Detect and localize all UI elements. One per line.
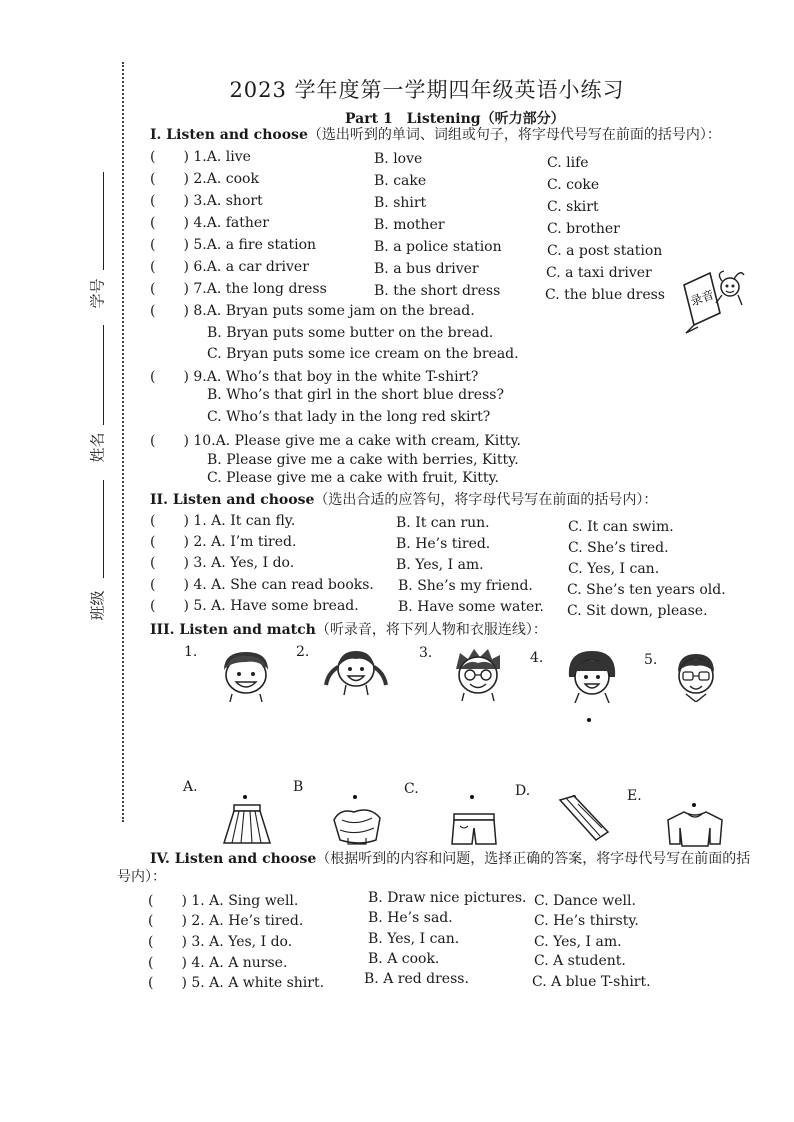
trousers-illustration [556,794,612,846]
s2-q2-option-a: ( ) 2. A. I’m tired. [150,534,297,550]
section-3-instruction: （听录音，将下列人物和衣服连线）： [315,622,547,638]
q4-option-b: B. mother [374,217,445,233]
section-3-heading [150,619,547,639]
s2-q4-option-c: C. She’s ten years old. [567,582,726,598]
q5-option-c: C. a post station [547,243,663,259]
q7-option-c: C. the blue dress [545,287,665,303]
section-3-title: III. Listen and match [150,622,316,638]
q1-option-b: B. love [374,151,423,167]
s4-q3-option-c: C. Yes, I am. [534,934,622,950]
q9-option-b: B. Who’s that girl in the short blue dress? [207,387,504,403]
s2-q3-option-a: ( ) 3. A. Yes, I do. [150,555,295,571]
section-2-instruction: （选出合适的应答句，将字母代号写在前面的括号内）： [314,492,658,508]
name-label: 姓名 [88,432,107,463]
s4-q2-option-a: ( ) 2. A. He’s tired. [148,913,304,929]
binding-dotted-line [122,62,124,822]
s2-q3-option-c: C. Yes, I can. [568,561,660,577]
q2-option-c: C. coke [547,177,600,193]
folded-sweater-illustration [330,806,384,850]
q9-option-c: C. Who’s that lady in the long red skirt? [207,409,491,425]
section-1-heading [150,124,721,144]
section-4-instruction-cont: 号内）： [117,869,166,885]
girl-short-hair-illustration [563,647,621,707]
student-id-line [103,172,104,270]
name-line [103,325,104,425]
q9-option-a: ( ) 9.A. Who’s that boy in the white T-shirt? [150,369,479,385]
q8-option-c: C. Bryan puts some ice cream on the bread. [207,346,519,362]
q10-option-c: C. Please give me a cake with fruit, Kitty. [207,470,499,486]
s4-q1-option-a: ( ) 1. A. Sing well. [148,893,299,909]
section-4-title: IV. Listen and choose [150,851,317,867]
q5-option-b: B. a police station [374,239,502,255]
section-4-heading [150,848,750,868]
s4-q4-option-a: ( ) 4. A. A nurse. [148,955,288,971]
s2-q1-option-c: C. It can swim. [568,519,674,535]
stamp-text: 录音 [688,287,716,309]
person-4-number: 4. [530,650,544,666]
s2-q2-option-b: B. He’s tired. [396,536,491,552]
q4-option-a: ( ) 4.A. father [150,215,269,231]
q3-option-a: ( ) 3.A. short [150,193,263,209]
clothes-b-letter: B [293,779,304,795]
s2-q1-option-b: B. It can run. [396,515,490,531]
section-1-title: I. Listen and choose [150,127,308,143]
s2-q2-option-c: C. She’s tired. [568,540,669,556]
class-line [103,480,104,578]
shorts-illustration [450,812,498,852]
section-2-title: II. Listen and choose [150,492,315,508]
q2-option-a: ( ) 2.A. cook [150,171,259,187]
s2-q4-option-b: B. She’s my friend. [398,578,533,594]
q5-option-a: ( ) 5.A. a fire station [150,237,317,253]
q6-option-b: B. a bus driver [374,261,479,277]
match-dot-clothes-b [353,795,357,799]
s2-q4-option-a: ( ) 4. A. She can read books. [150,577,374,593]
s4-q1-option-b: B. Draw nice pictures. [368,890,527,906]
s4-q5-option-a: ( ) 5. A. A white shirt. [148,975,325,991]
q8-option-a: ( ) 8.A. Bryan puts some jam on the bread. [150,303,475,319]
q10-option-b: B. Please give me a cake with berries, Kitty. [207,452,519,468]
worksheet-title: 2023 学年度第一学期四年级英语小练习 [229,78,625,102]
clothes-c-letter: C. [404,781,419,797]
match-dot-person-4 [587,718,591,722]
q8-option-b: B. Bryan puts some butter on the bread. [207,325,494,341]
q10-option-a: ( ) 10.A. Please give me a cake with cream, Kitty. [150,433,521,449]
person-5-number: 5. [644,652,658,668]
s4-q4-option-b: B. A cook. [368,951,440,967]
q1-option-c: C. life [547,155,589,171]
recording-mascot-illustration [676,265,748,339]
person-3-number: 3. [419,645,433,661]
q7-option-a: ( ) 7.A. the long dress [150,281,327,297]
s2-q5-option-a: ( ) 5. A. Have some bread. [150,598,359,614]
section-1-instruction: （选出听到的单词、词组或句子，将字母代号写在前面的括号内）： [307,127,721,143]
q3-option-b: B. shirt [374,195,427,211]
student-id-label: 学号 [88,278,107,309]
person-1-number: 1. [184,644,198,660]
s2-q3-option-b: B. Yes, I am. [396,557,484,573]
match-dot-clothes-e [692,803,696,807]
s4-q2-option-c: C. He’s thirsty. [534,913,639,929]
class-label: 班级 [88,590,107,621]
clothes-a-letter: A. [183,779,198,795]
person-2-number: 2. [296,644,310,660]
skirt-illustration [222,803,272,851]
section-4-instruction: （根据听到的内容和问题，选择正确的答案，将字母代号写在前面的括 [316,851,751,867]
clothes-d-letter: D. [515,783,531,799]
boy-face-illustration [218,648,274,706]
section-2-heading [150,489,657,509]
q2-option-b: B. cake [374,173,427,189]
s4-q3-option-a: ( ) 3. A. Yes, I do. [148,934,293,950]
q4-option-c: C. brother [547,221,620,237]
boy-glasses-2-illustration [672,650,720,706]
q1-option-a: ( ) 1.A. live [150,149,251,165]
s2-q1-option-a: ( ) 1. A. It can fly. [150,513,296,529]
girl-face-illustration [324,645,388,701]
part-heading: Part 1 Listening（听力部分） [345,111,565,127]
q6-option-a: ( ) 6.A. a car driver [150,259,309,275]
s4-q4-option-c: C. A student. [534,953,626,969]
jumper-illustration [664,810,726,852]
s4-q2-option-b: B. He’s sad. [368,910,453,926]
match-dot-clothes-a [243,795,247,799]
q7-option-b: B. the short dress [374,283,501,299]
boy-with-glasses-illustration [450,647,506,705]
match-dot-clothes-c [470,795,474,799]
s4-q1-option-c: C. Dance well. [534,893,636,909]
s2-q5-option-b: B. Have some water. [398,599,544,615]
s4-q3-option-b: B. Yes, I can. [368,931,460,947]
q6-option-c: C. a taxi driver [546,265,652,281]
s4-q5-option-b: B. A red dress. [364,971,469,987]
s4-q5-option-c: C. A blue T-shirt. [532,974,651,990]
clothes-e-letter: E. [627,788,642,804]
s2-q5-option-c: C. Sit down, please. [567,603,708,619]
q3-option-c: C. skirt [547,199,599,215]
